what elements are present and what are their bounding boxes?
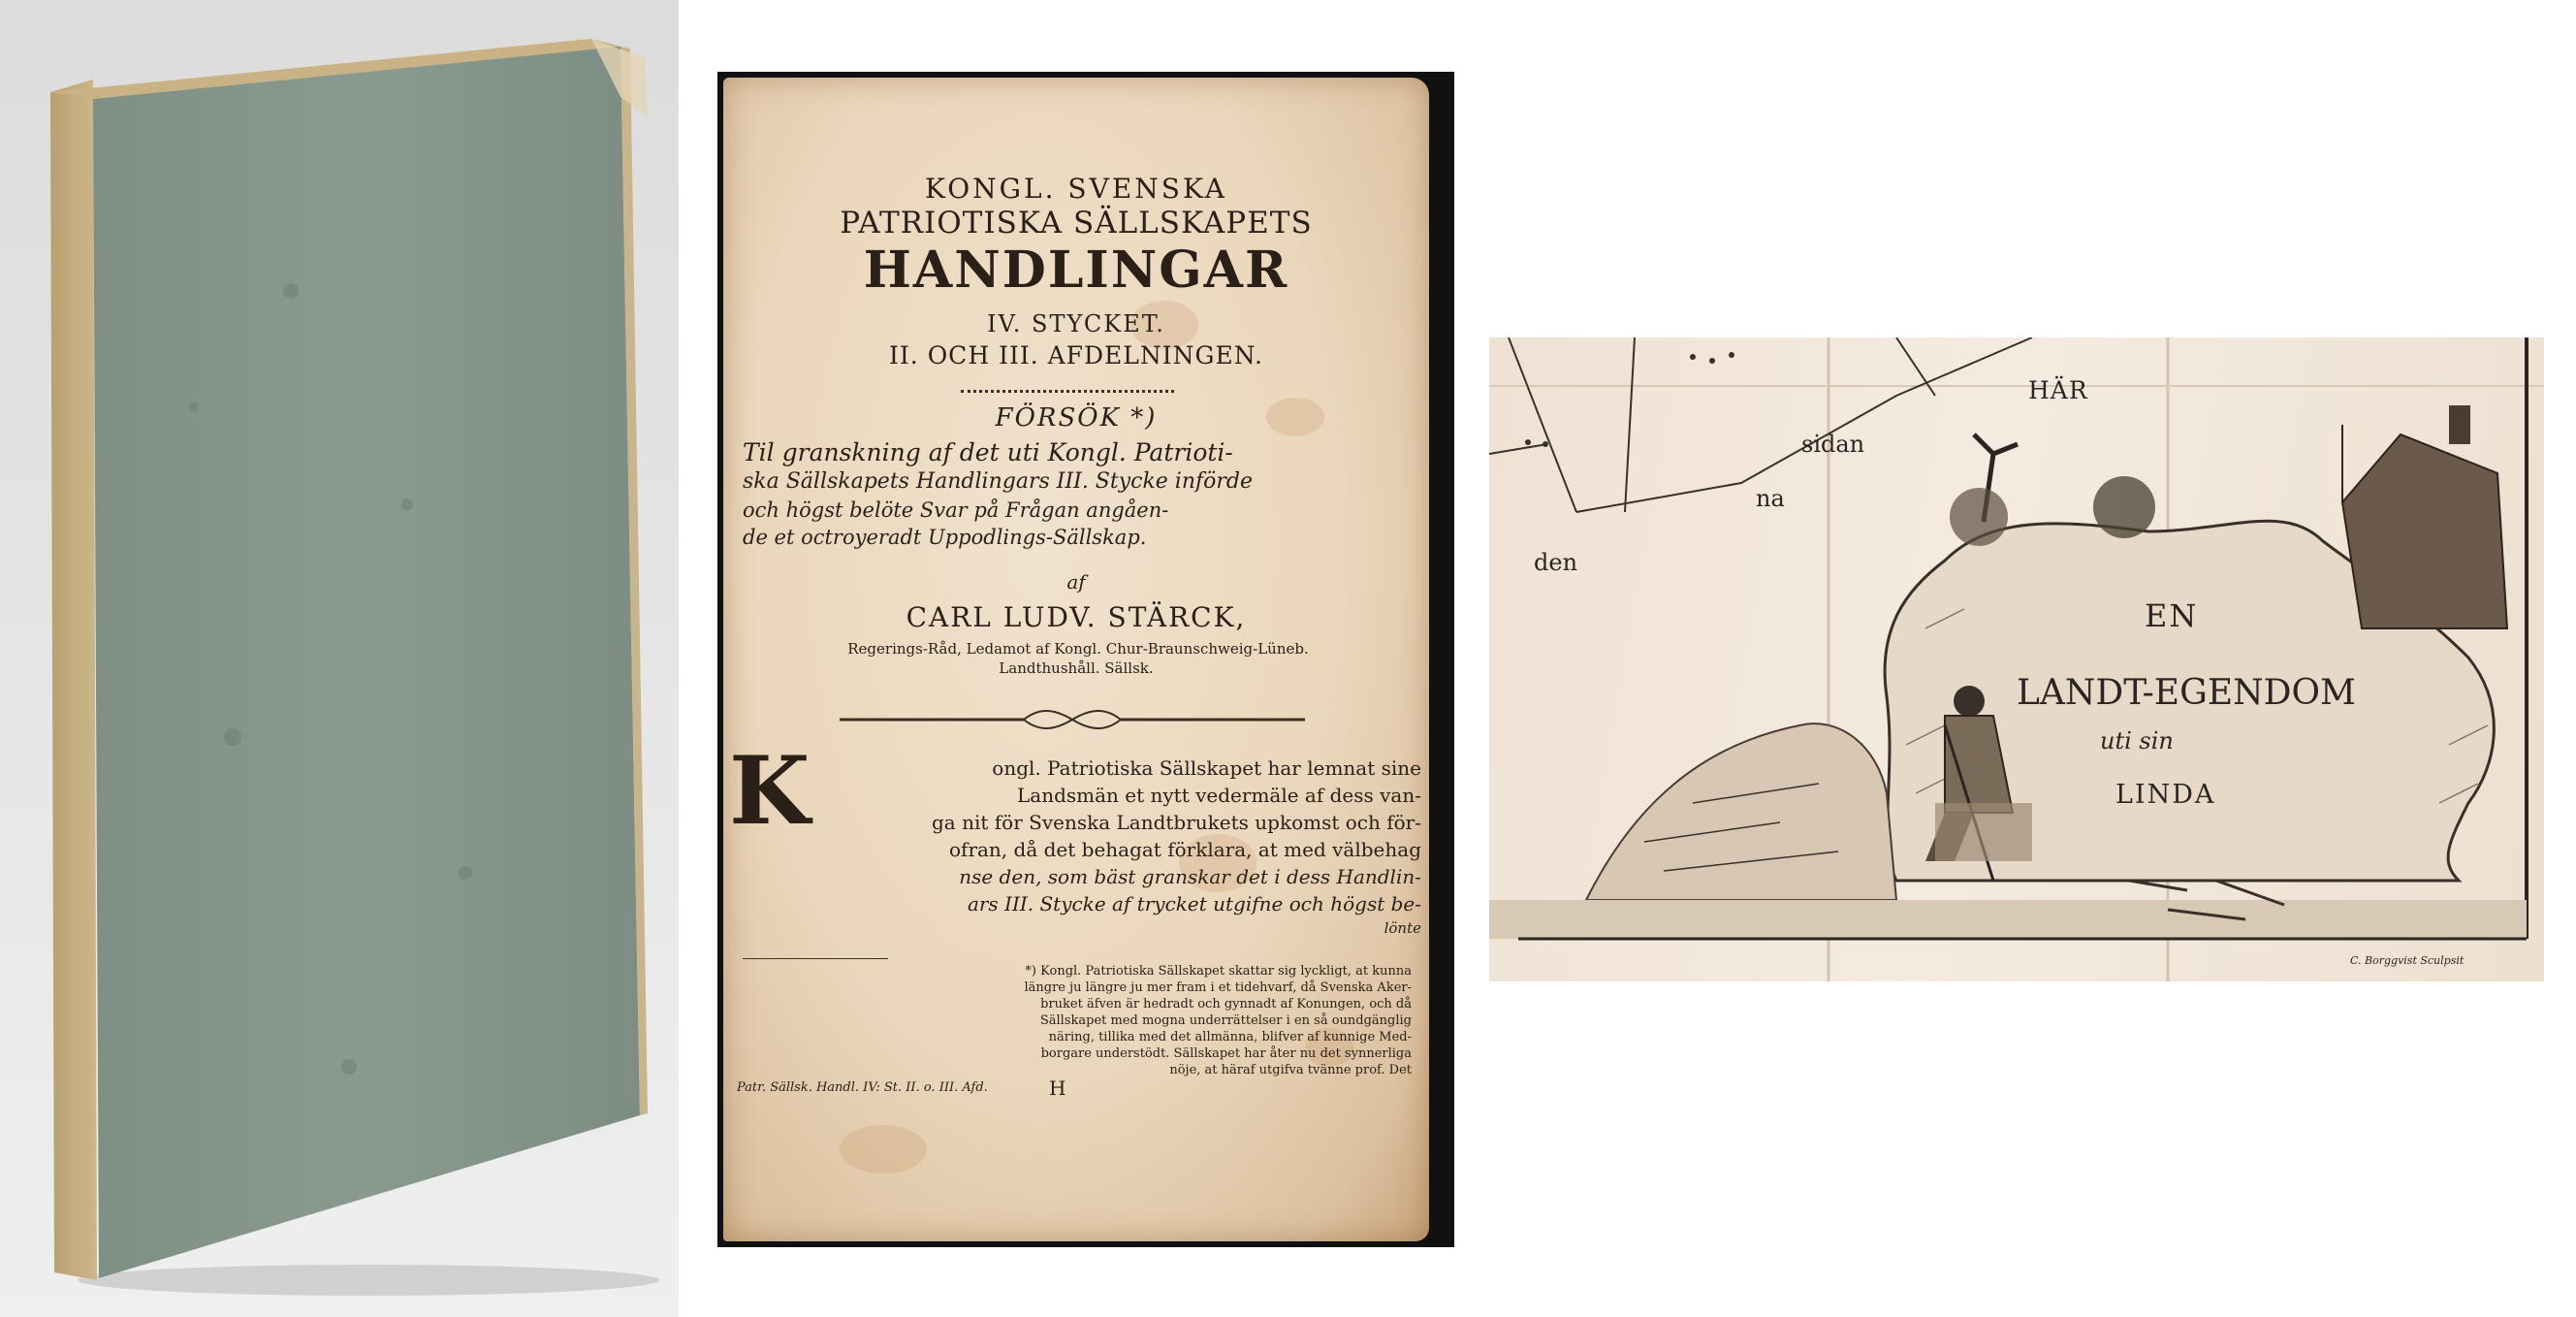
body-line: ars III. Stycke af trycket utgifne och högst be- [967, 892, 1421, 915]
essay-subtitle-line: och högst belöte Svar på Frågan angåen- [743, 498, 1169, 522]
cartouche-line-4: LINDA [2115, 780, 2216, 810]
hill [1586, 723, 1896, 900]
footnote-line: *) Kongl. Patriotiska Sällskapet skattar sig lyckligt, at kunna [1025, 964, 1412, 979]
footnote-line: näring, tillika med det allmänna, blifver af kunnige Med- [1048, 1030, 1412, 1044]
title-line-1: KONGL. SVENSKA [925, 173, 1227, 205]
body-line: ga nit för Svenska Landtbrukets upkomst och för- [932, 811, 1421, 834]
drop-cap: K [729, 736, 811, 846]
essay-subtitle-line: de et octroyeradt Uppodlings-Sällskap. [743, 526, 1147, 549]
essay-heading: FÖRSÖK *) [995, 403, 1158, 433]
cartouche-line-1: EN [2145, 597, 2199, 634]
body-line: lönte [1383, 919, 1421, 937]
footnote-line: bruket äfven är hedradt och gynnadt af Konungen, och då [1040, 997, 1412, 1012]
title-line-2: PATRIOTISKA SÄLLSKAPETS [840, 206, 1313, 241]
engraving-photo [1489, 337, 2544, 981]
map-label-den: den [1534, 549, 1578, 576]
title-main: HANDLINGAR [863, 241, 1289, 300]
footnote-line: längre ju längre ju mer fram i et tidehvarf, då Svenska Aker- [1024, 980, 1412, 995]
footnote-line: Sällskapet med mogna underrättelser i en så oundgänglig [1039, 1013, 1412, 1028]
body-line: ongl. Patriotiska Sällskapet har lemnat sine [992, 756, 1421, 780]
book-front-cover [93, 47, 640, 1278]
book-cover-illustration [0, 0, 679, 1317]
essay-subtitle-line: ska Sällskapets Handlingars III. Stycke införde [743, 469, 1254, 494]
cartouche-line-3: uti sin [2100, 727, 2174, 755]
body-line: Landsmän et nytt vedermäle af dess van- [1016, 784, 1421, 807]
shrub [2093, 476, 2155, 538]
author-name: CARL LUDV. STÄRCK, [906, 601, 1247, 633]
footnote-line: borgare understödt. Sällskapet har åter nu det synnerliga [1040, 1046, 1412, 1061]
title-section: II. OCH III. AFDELNINGEN. [889, 341, 1263, 369]
author-affiliation: Regerings-Råd, Ledamot af Kongl. Chur-Braunschweig-Lüneb. [847, 640, 1309, 658]
by-line: af [1066, 570, 1086, 594]
sheet-mark: H [1049, 1076, 1066, 1100]
book-cover-photo [0, 0, 679, 1317]
footnote-line: nöje, at häraf utgifva tvänne prof. Det [1169, 1063, 1412, 1077]
body-line: nse den, som bäst granskar det i dess Handlin- [959, 865, 1421, 888]
author-affiliation: Landthushåll. Sällsk. [999, 659, 1154, 677]
book-spine [50, 80, 97, 1280]
essay-subtitle-line: Til granskning af det uti Kongl. Patrioti- [743, 438, 1233, 466]
body-line: ofran, då det behagat förklara, at med välbehag [949, 838, 1421, 861]
engraving-illustration [1489, 337, 2544, 981]
cottage [2342, 434, 2507, 628]
title-page [723, 78, 1429, 1241]
signature-line: Patr. Sällsk. Handl. IV: St. II. o. III. Afd. [737, 1080, 988, 1095]
title-part: IV. STYCKET. [987, 310, 1165, 337]
ornament-divider [830, 708, 1315, 731]
map-label-na: na [1756, 485, 1785, 512]
engraver-signature: C. Borggvist Sculpsit [2350, 954, 2465, 967]
footnote-rule [743, 958, 888, 959]
title-page-photo [717, 72, 1454, 1247]
map-label-har: HÄR [2028, 376, 2088, 404]
cartouche-line-2: LANDT-EGENDOM [2017, 673, 2356, 713]
ornament-rule [961, 390, 1174, 393]
map-label-sidan: sidan [1801, 431, 1865, 458]
